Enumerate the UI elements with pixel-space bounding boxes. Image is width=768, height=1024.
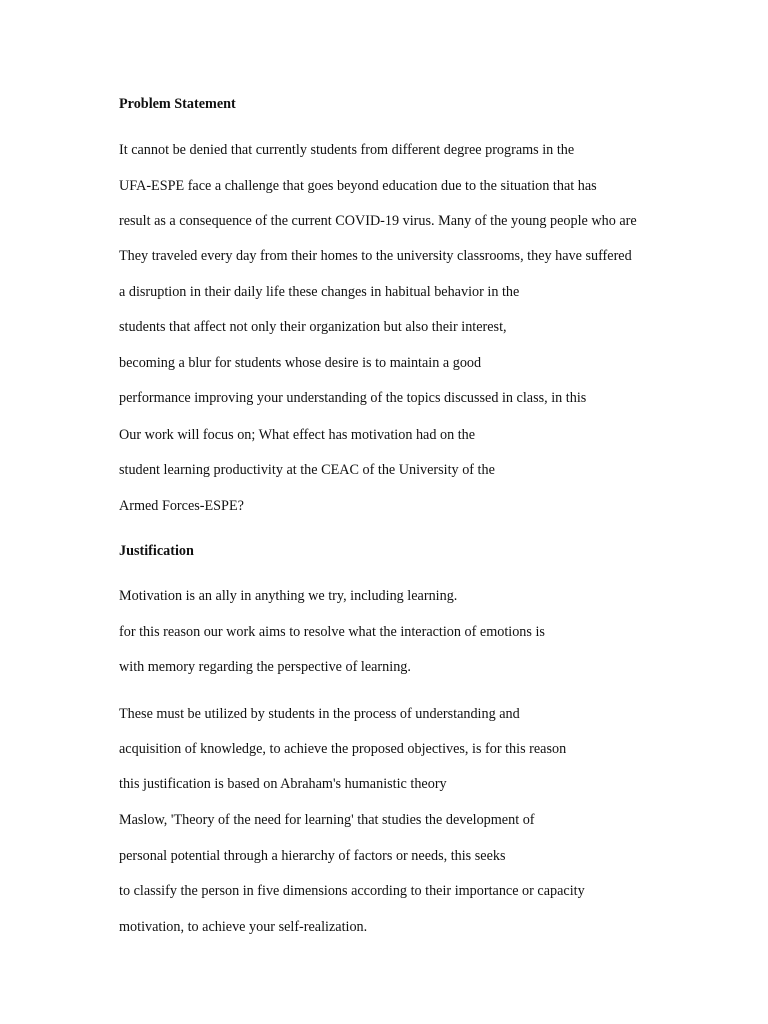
justification-line: with memory regarding the perspective of learning.: [119, 659, 411, 675]
problem-statement-line: Armed Forces-ESPE?: [119, 498, 244, 514]
problem-statement-heading: Problem Statement: [119, 96, 236, 112]
problem-statement-line: UFA-ESPE face a challenge that goes beyond education due to the situation that has: [119, 178, 597, 194]
justification-line: for this reason our work aims to resolve what the interaction of emotions is: [119, 624, 545, 640]
problem-statement-line: student learning productivity at the CEAC of the University of the: [119, 462, 495, 478]
problem-statement-line: becoming a blur for students whose desire is to maintain a good: [119, 355, 482, 371]
justification-line: to classify the person in five dimensions according to their importance or capacity: [119, 883, 585, 899]
justification-line: personal potential through a hierarchy of factors or needs, this seeks: [119, 848, 506, 864]
justification-heading: Justification: [119, 543, 194, 559]
justification-line: motivation, to achieve your self-realization.: [119, 919, 368, 935]
problem-statement-line: They traveled every day from their homes to the university classrooms, they have suffered: [119, 248, 632, 264]
problem-statement-line: performance improving your understanding of the topics discussed in class, in this: [119, 390, 587, 406]
problem-statement-line: a disruption in their daily life these changes in habitual behavior in the: [119, 284, 520, 300]
problem-statement-line: Our work will focus on; What effect has motivation had on the: [119, 427, 476, 443]
justification-line: this justification is based on Abraham's humanistic theory: [119, 776, 447, 792]
justification-line: Motivation is an ally in anything we try, including learning.: [119, 588, 458, 604]
justification-line: acquisition of knowledge, to achieve the proposed objectives, is for this reason: [119, 741, 567, 757]
justification-line: Maslow, 'Theory of the need for learning' that studies the development of: [119, 812, 535, 828]
justification-line: These must be utilized by students in the process of understanding and: [119, 706, 520, 722]
problem-statement-line: result as a consequence of the current COVID-19 virus. Many of the young people who are: [119, 213, 637, 229]
problem-statement-line: students that affect not only their organization but also their interest,: [119, 319, 507, 335]
problem-statement-line: It cannot be denied that currently students from different degree programs in the: [119, 142, 575, 158]
